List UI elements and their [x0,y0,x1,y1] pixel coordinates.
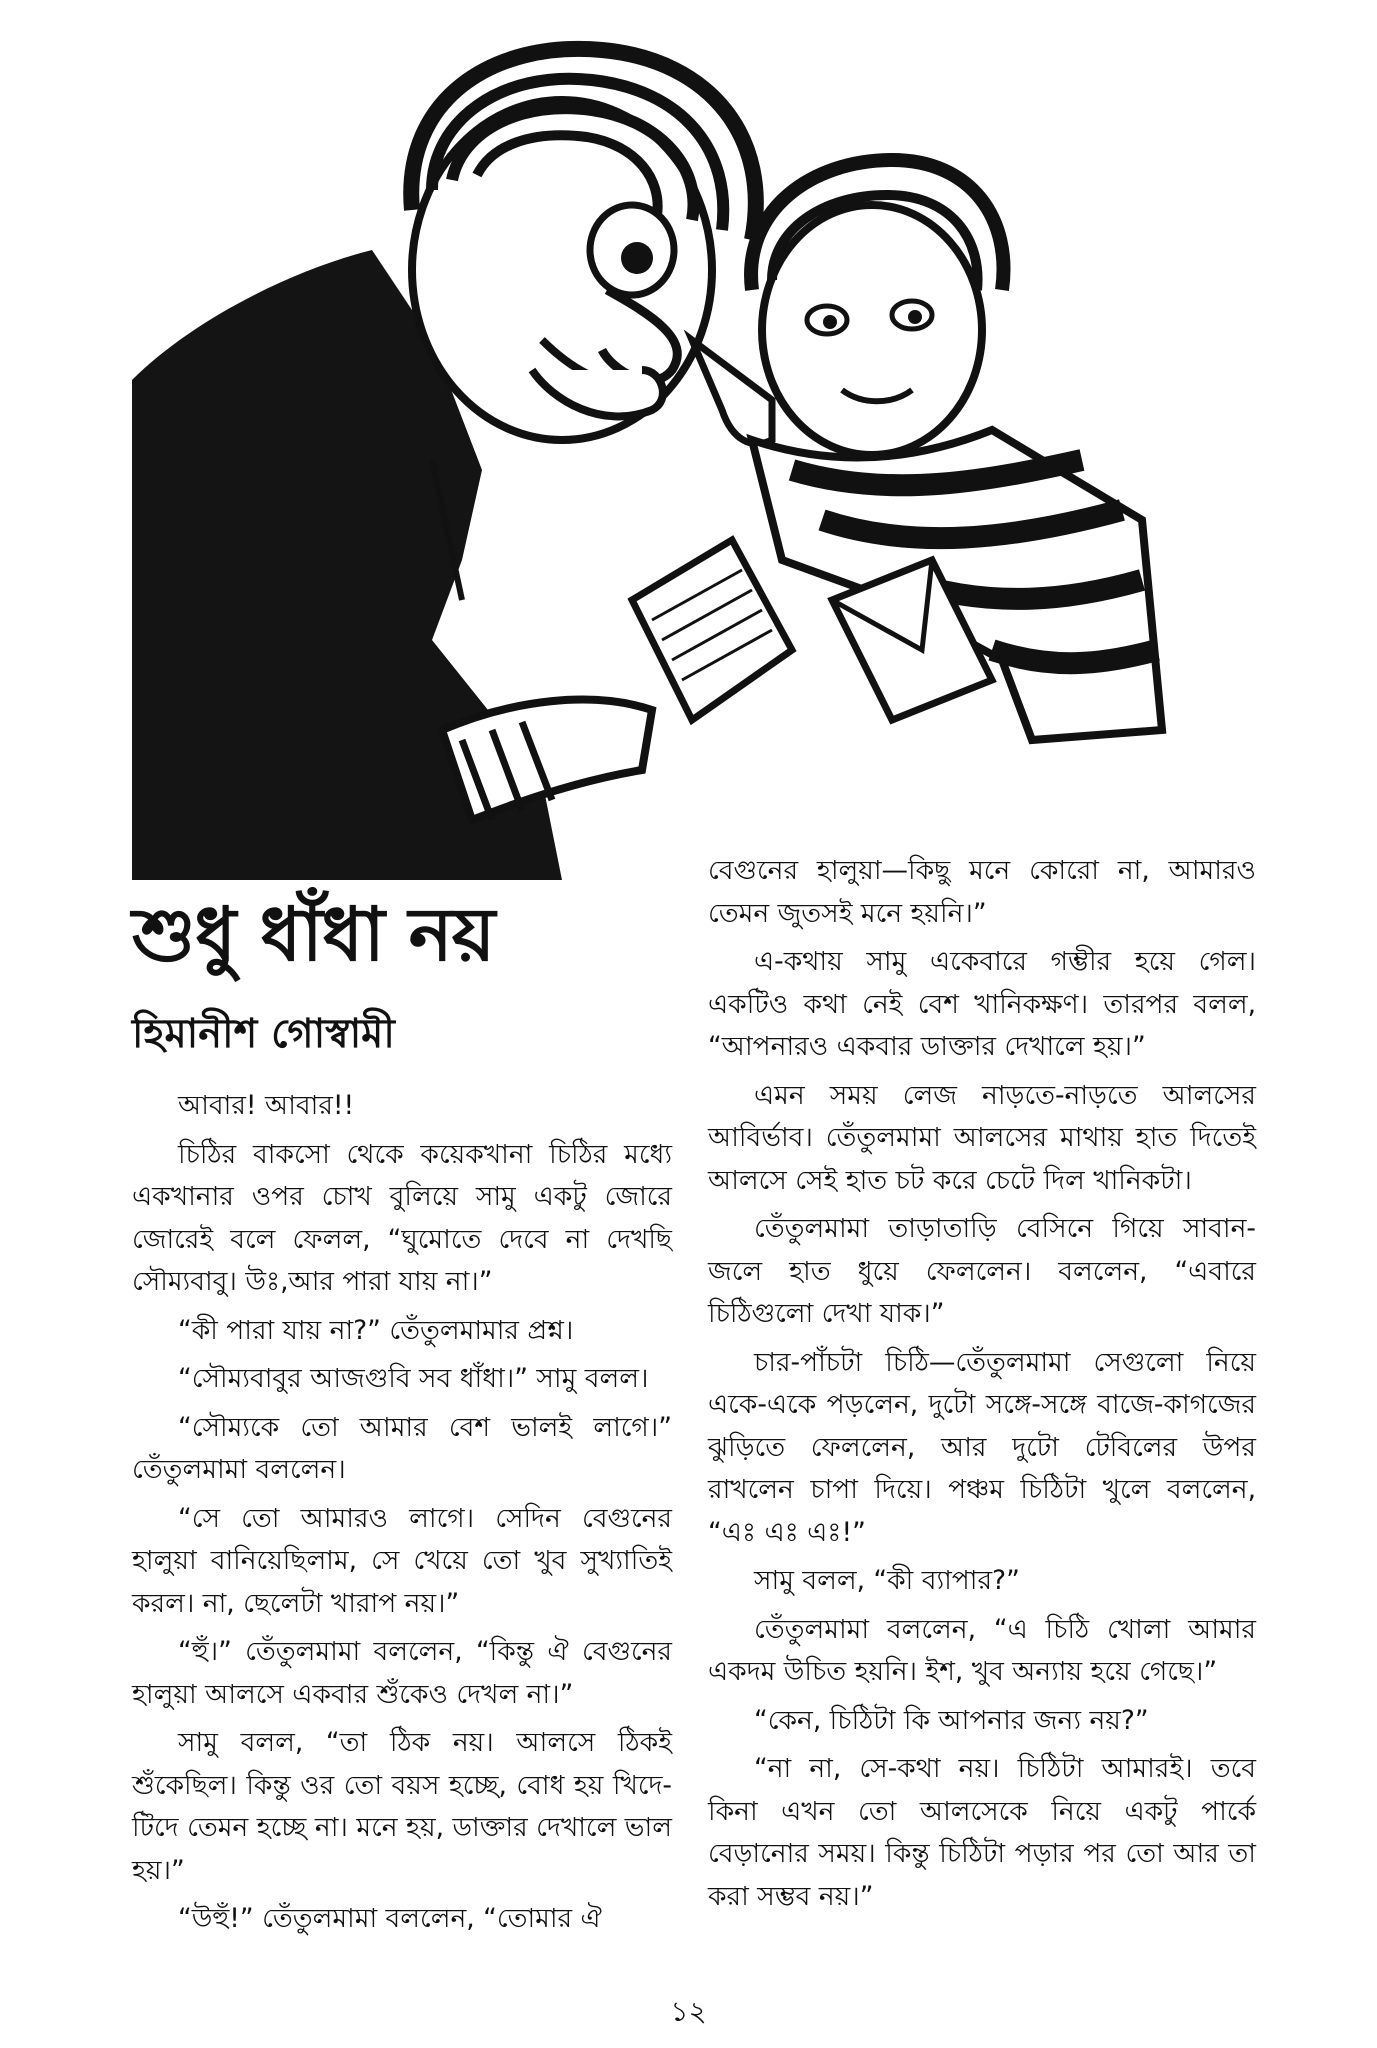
left-text-column [132,1085,672,1947]
story-title: শুধু ধাঁধা নয় [132,892,495,978]
title-block [132,892,692,1069]
illustration-man-and-boy-with-letters-icon [132,40,1262,880]
paragraph: চার-পাঁচটা চিঠি—তেঁতুলমামা সেগুলো নিয়ে একে-একে পড়লেন, দুটো সঙ্গে-সঙ্গে বাজে-কাগজের ঝুড়িতে ফেললেন, আর দুটো টেবিলের উপর রাখলেন চাপা দিয়ে। পঞ্চম চিঠিটা খুলে বললেন, “এঃ এঃ এঃ!” [708,1346,1256,1548]
paragraph: “কেন, চিঠিটা কি আপনার জন্য নয়?” [754,1704,1149,1736]
paragraph: “সে তো আমারও লাগে। সেদিন বেগুনের হালুয়া বানিয়েছিলাম, সে খেয়ে তো খুব সুখ্যাতিই করল। না, ছেলেটা খারাপ নয়।” [132,1502,672,1619]
paragraph: তেঁতুলমামা বললেন, “এ চিঠি খোলা আমার একদম উচিত হয়নি। ইশ, খুব অন্যায় হয়ে গেছে।” [708,1613,1256,1687]
page-number: ১২ [670,1995,707,2028]
paragraph: এ-কথায় সামু একেবারে গম্ভীর হয়ে গেল। একটিও কথা নেই বেশ খানিকক্ষণ। তারপর বলল, “আপনারও একবার ডাক্তার দেখালে হয়।” [708,946,1256,1062]
paragraph: “হুঁ।” তেঁতুলমামা বললেন, “কিন্তু ঐ বেগুনের হালুয়া আলসে একবার শুঁকেও দেখল না।” [132,1636,672,1710]
paragraph: “সৌম্যবাবুর আজগুবি সব ধাঁধা।” সামু বলল। [178,1363,649,1394]
paragraph: বেগুনের হালুয়া—কিছু মনে কোরো না, আমারও তেমন জুতসই মনে হয়নি।” [708,855,1256,929]
paragraph: চিঠির বাকসো থেকে কয়েকখানা চিঠির মধ্যে একখানার ওপর চোখ বুলিয়ে সামু একটু জোরে জোরেই বলে ফেলল, “ঘুমোতে দেবে না দেখছি সৌম্যবাবু। উঃ,আর পারা যায় না।” [132,1138,672,1297]
illustration-man-and-boy [132,40,1262,880]
paragraph: “কী পারা যায় না?” তেঁতুলমামার প্রশ্ন। [178,1314,574,1346]
author-name: হিমানীশ গোস্বামী [132,1011,395,1058]
paragraph: “উহুঁ!” তেঁতুলমামা বললেন, “তোমার ঐ [178,1903,602,1934]
paragraph: সামু বলল, “তা ঠিক নয়। আলসে ঠিকই শুঁকেছিল। কিন্তু ওর তো বয়স হচ্ছে, বোধ হয় খিদে-টিদে তেমন হচ্ছে না। মনে হয়, ডাক্তার দেখালে ভাল হয়।” [132,1727,672,1886]
paragraph: “সৌম্যকে তো আমার বেশ ভালই লাগে।” তেঁতুলমামা বললেন। [132,1411,672,1485]
paragraph: “না না, সে-কথা নয়। চিঠিটা আমারই। তবে কিনা এখন তো আলসেকে নিয়ে একটু পার্কে বেড়ানোর সময়। কিন্তু চিঠিটা পড়ার পর তো আর তা করা সম্ভব নয়।” [708,1753,1256,1912]
paragraph: আবার! আবার!! [178,1090,355,1121]
paragraph: তেঁতুলমামা তাড়াতাড়ি বেসিনে গিয়ে সাবান-জলে হাত ধুয়ে ফেললেন। বললেন, “এবারে চিঠিগুলো দেখা যাক।” [708,1213,1256,1329]
right-text-column [708,850,1256,1924]
paragraph: এমন সময় লেজ নাড়তে-নাড়তে আলসের আবির্ভাব। তেঁতুলমামা আলসের মাথায় হাত দিতেই আলসে সেই হাত চট করে চেটে দিল খানিকটা। [708,1079,1256,1196]
paragraph: সামু বলল, “কী ব্যাপার?” [754,1565,1020,1596]
